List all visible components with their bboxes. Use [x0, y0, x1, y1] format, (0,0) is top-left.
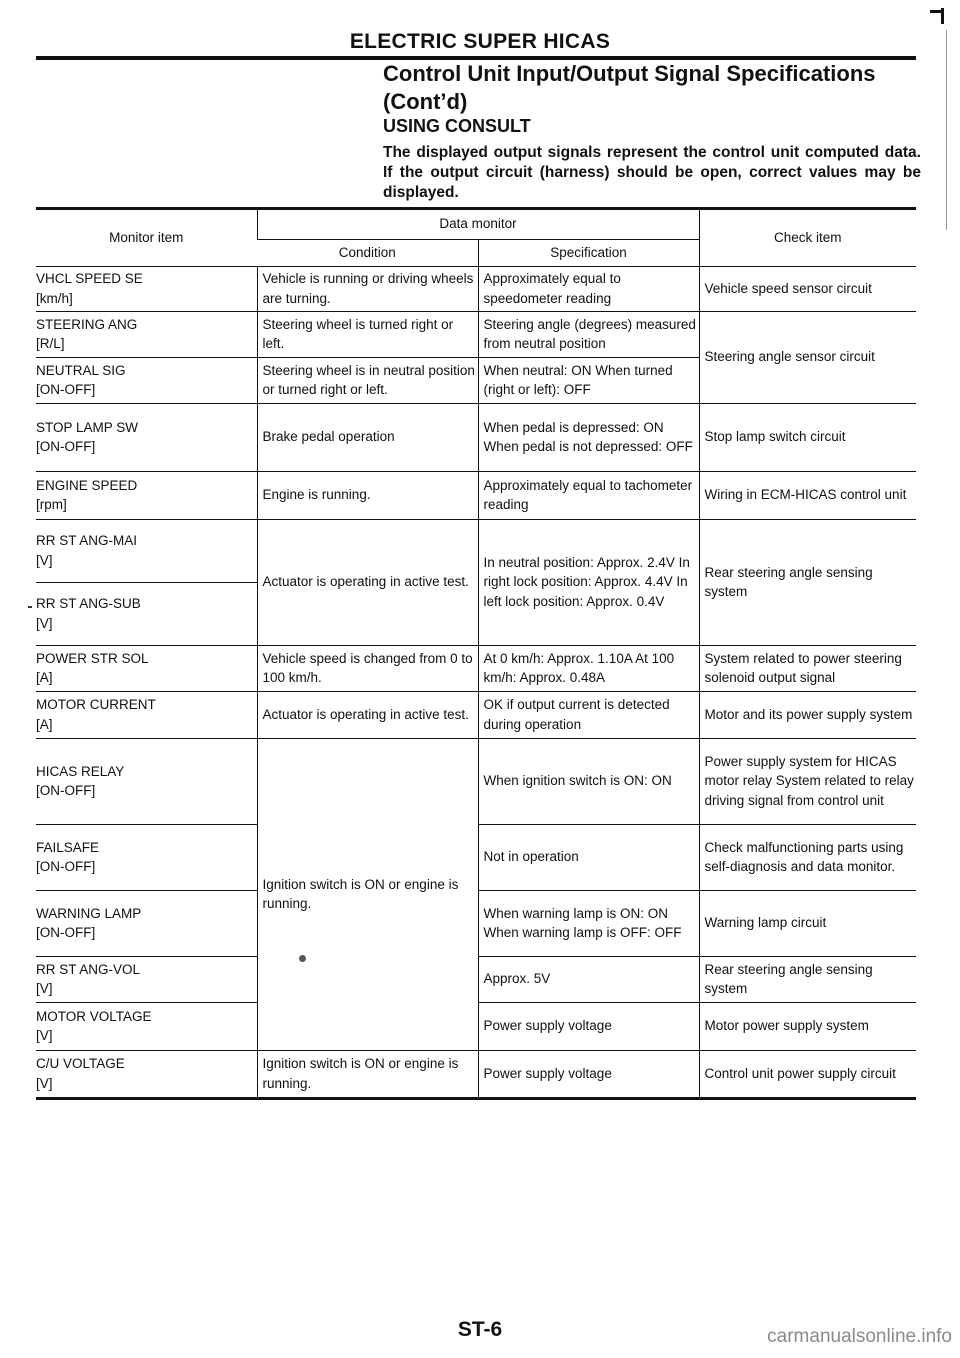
specification-cell: At 0 km/h: Approx. 1.10A At 100 km/h: Approx. 0.48A [478, 646, 699, 692]
section-subtitle: USING CONSULT [383, 116, 531, 136]
monitor-item-name: C/U VOLTAGE [36, 1056, 125, 1071]
specification-cell: Approximately equal to tachometer reading [478, 472, 699, 520]
monitor-item-cell [36, 472, 257, 520]
monitor-item-name: RR ST ANG-SUB [36, 596, 141, 611]
monitor-item-name: RR ST ANG-VOL [36, 961, 141, 977]
monitor-item-cell [36, 358, 257, 404]
table-row [36, 267, 916, 312]
table-row [36, 520, 916, 583]
section-title-line1: Control Unit Input/Output Signal Specifications [383, 61, 876, 86]
specification-cell: Steering angle (degrees) measured from neutral position [478, 312, 699, 358]
monitor-item-unit: [ON-OFF] [36, 382, 96, 397]
monitor-item-unit: [ON-OFF] [36, 439, 96, 454]
check-item-cell: Rear steering angle sensing system [699, 957, 916, 1003]
table-row [36, 312, 916, 358]
table-row [36, 404, 916, 472]
monitor-item-name: POWER STR SOL [36, 650, 149, 666]
table-row [36, 472, 916, 520]
specification-cell: Not in operation [478, 825, 699, 891]
section-title-line2: (Cont’d) [383, 89, 468, 114]
table-row [36, 739, 916, 825]
specification-cell: When neutral: ON When turned (right or left): OFF [478, 358, 699, 404]
table-row [36, 1051, 916, 1099]
scan-mark-tick [28, 606, 32, 608]
col-data-monitor: Data monitor [257, 209, 699, 240]
specification-cell: In neutral position: Approx. 2.4V In right lock position: Approx. 4.4V In left lock position: Approx. 0.4V [478, 520, 699, 646]
monitor-item-cell [36, 1003, 257, 1051]
page-header: ELECTRIC SUPER HICAS [349, 30, 611, 53]
check-item-cell: Rear steering angle sensing system [699, 520, 916, 646]
specification-cell: OK if output current is detected during operation [478, 692, 699, 739]
monitor-item-unit: [km/h] [36, 290, 73, 306]
specification-cell: Power supply voltage [478, 1003, 699, 1051]
monitor-item-unit: [V] [36, 981, 53, 996]
section-title [383, 60, 943, 116]
monitor-item-cell [36, 267, 257, 312]
check-item-cell: Power supply system for HICAS motor relay System related to relay driving signal from control unit [699, 739, 916, 825]
monitor-item-unit: [V] [36, 1075, 53, 1091]
page-edge-line [946, 30, 947, 230]
check-item-cell: Wiring in ECM-HICAS control unit [699, 472, 916, 520]
check-item-cell: Steering angle sensor circuit [699, 312, 916, 404]
col-check-item: Check item [699, 209, 916, 267]
monitor-item-name: ENGINE SPEED [36, 477, 138, 493]
monitor-item-name: HICAS RELAY [36, 763, 125, 779]
monitor-item-cell [36, 404, 257, 472]
check-item-cell: Control unit power supply circuit [699, 1051, 916, 1099]
specification-cell: Power supply voltage [478, 1051, 699, 1099]
condition-cell: Actuator is operating in active test. [257, 692, 478, 739]
col-specification: Specification [478, 240, 699, 267]
monitor-item-cell [36, 1051, 257, 1099]
condition-cell: Actuator is operating in active test. [257, 520, 478, 646]
monitor-item-name: NEUTRAL SIG [36, 362, 126, 378]
table-row [36, 692, 916, 739]
check-item-cell: System related to power steering solenoid output signal [699, 646, 916, 692]
monitor-item-name: STOP LAMP SW [36, 419, 139, 435]
condition-cell: Engine is running. [257, 472, 478, 520]
signal-spec-table [36, 207, 916, 1100]
monitor-item-cell [36, 825, 257, 891]
specification-cell: When warning lamp is ON: ON When warning lamp is OFF: OFF [478, 891, 699, 957]
monitor-item-unit: [ON-OFF] [36, 859, 96, 874]
specification-cell: When ignition switch is ON: ON [478, 739, 699, 825]
monitor-item-name: RR ST ANG-MAI [36, 533, 138, 548]
monitor-item-unit: [A] [36, 670, 53, 685]
monitor-item-unit: [A] [36, 716, 53, 732]
monitor-item-cell [36, 692, 257, 739]
monitor-item-cell [36, 646, 257, 692]
check-item-cell: Stop lamp switch circuit [699, 404, 916, 472]
check-item-cell: Check malfunctioning parts using self-diagnosis and data monitor. [699, 825, 916, 891]
monitor-item-cell [36, 520, 257, 583]
monitor-item-unit: [rpm] [36, 497, 67, 512]
watermark: carmanualsonline.info [767, 1326, 952, 1347]
monitor-item-name: MOTOR VOLTAGE [36, 1008, 152, 1024]
condition-cell: Ignition switch is ON or engine is running. [257, 739, 478, 1051]
scan-mark-dot [299, 955, 306, 962]
header-row [36, 209, 916, 240]
monitor-item-unit: [V] [36, 615, 53, 631]
condition-cell: Brake pedal operation [257, 404, 478, 472]
specification-cell: Approximately equal to speedometer reading [478, 267, 699, 312]
monitor-item-unit: [V] [36, 552, 53, 568]
check-item-cell: Vehicle speed sensor circuit [699, 267, 916, 312]
page-number: ST-6 [457, 1318, 503, 1341]
monitor-item-name: VHCL SPEED SE [36, 271, 143, 286]
check-item-cell: Motor power supply system [699, 1003, 916, 1051]
monitor-item-unit: [ON-OFF] [36, 925, 96, 940]
monitor-item-cell [36, 583, 257, 646]
intro-paragraph: The displayed output signals represent the control unit computed data. If the output circuit (harness) should be open, correct values may be displayed. [383, 144, 921, 201]
monitor-item-unit: [R/L] [36, 336, 65, 351]
condition-cell: Vehicle is running or driving wheels are turning. [257, 267, 478, 312]
monitor-item-unit: [ON-OFF] [36, 783, 96, 798]
monitor-item-name: WARNING LAMP [36, 905, 142, 921]
monitor-item-cell [36, 891, 257, 957]
condition-cell: Steering wheel is in neutral position or turned right or left. [257, 358, 478, 404]
corner-mark [930, 4, 946, 30]
check-item-cell: Warning lamp circuit [699, 891, 916, 957]
col-monitor-item: Monitor item [36, 209, 257, 267]
monitor-item-name: STEERING ANG [36, 316, 138, 332]
specification-cell: When pedal is depressed: ON When pedal is not depressed: OFF [478, 404, 699, 472]
col-condition: Condition [257, 240, 478, 267]
condition-cell: Steering wheel is turned right or left. [257, 312, 478, 358]
specification-cell: Approx. 5V [478, 957, 699, 1003]
table-row [36, 646, 916, 692]
monitor-item-name: MOTOR CURRENT [36, 697, 156, 712]
condition-cell: Ignition switch is ON or engine is running. [257, 1051, 478, 1099]
monitor-item-unit: [V] [36, 1028, 53, 1043]
check-item-cell: Motor and its power supply system [699, 692, 916, 739]
monitor-item-name: FAILSAFE [36, 839, 100, 855]
monitor-item-cell [36, 957, 257, 1003]
monitor-item-cell [36, 739, 257, 825]
condition-cell: Vehicle speed is changed from 0 to 100 km/h. [257, 646, 478, 692]
monitor-item-cell [36, 312, 257, 358]
